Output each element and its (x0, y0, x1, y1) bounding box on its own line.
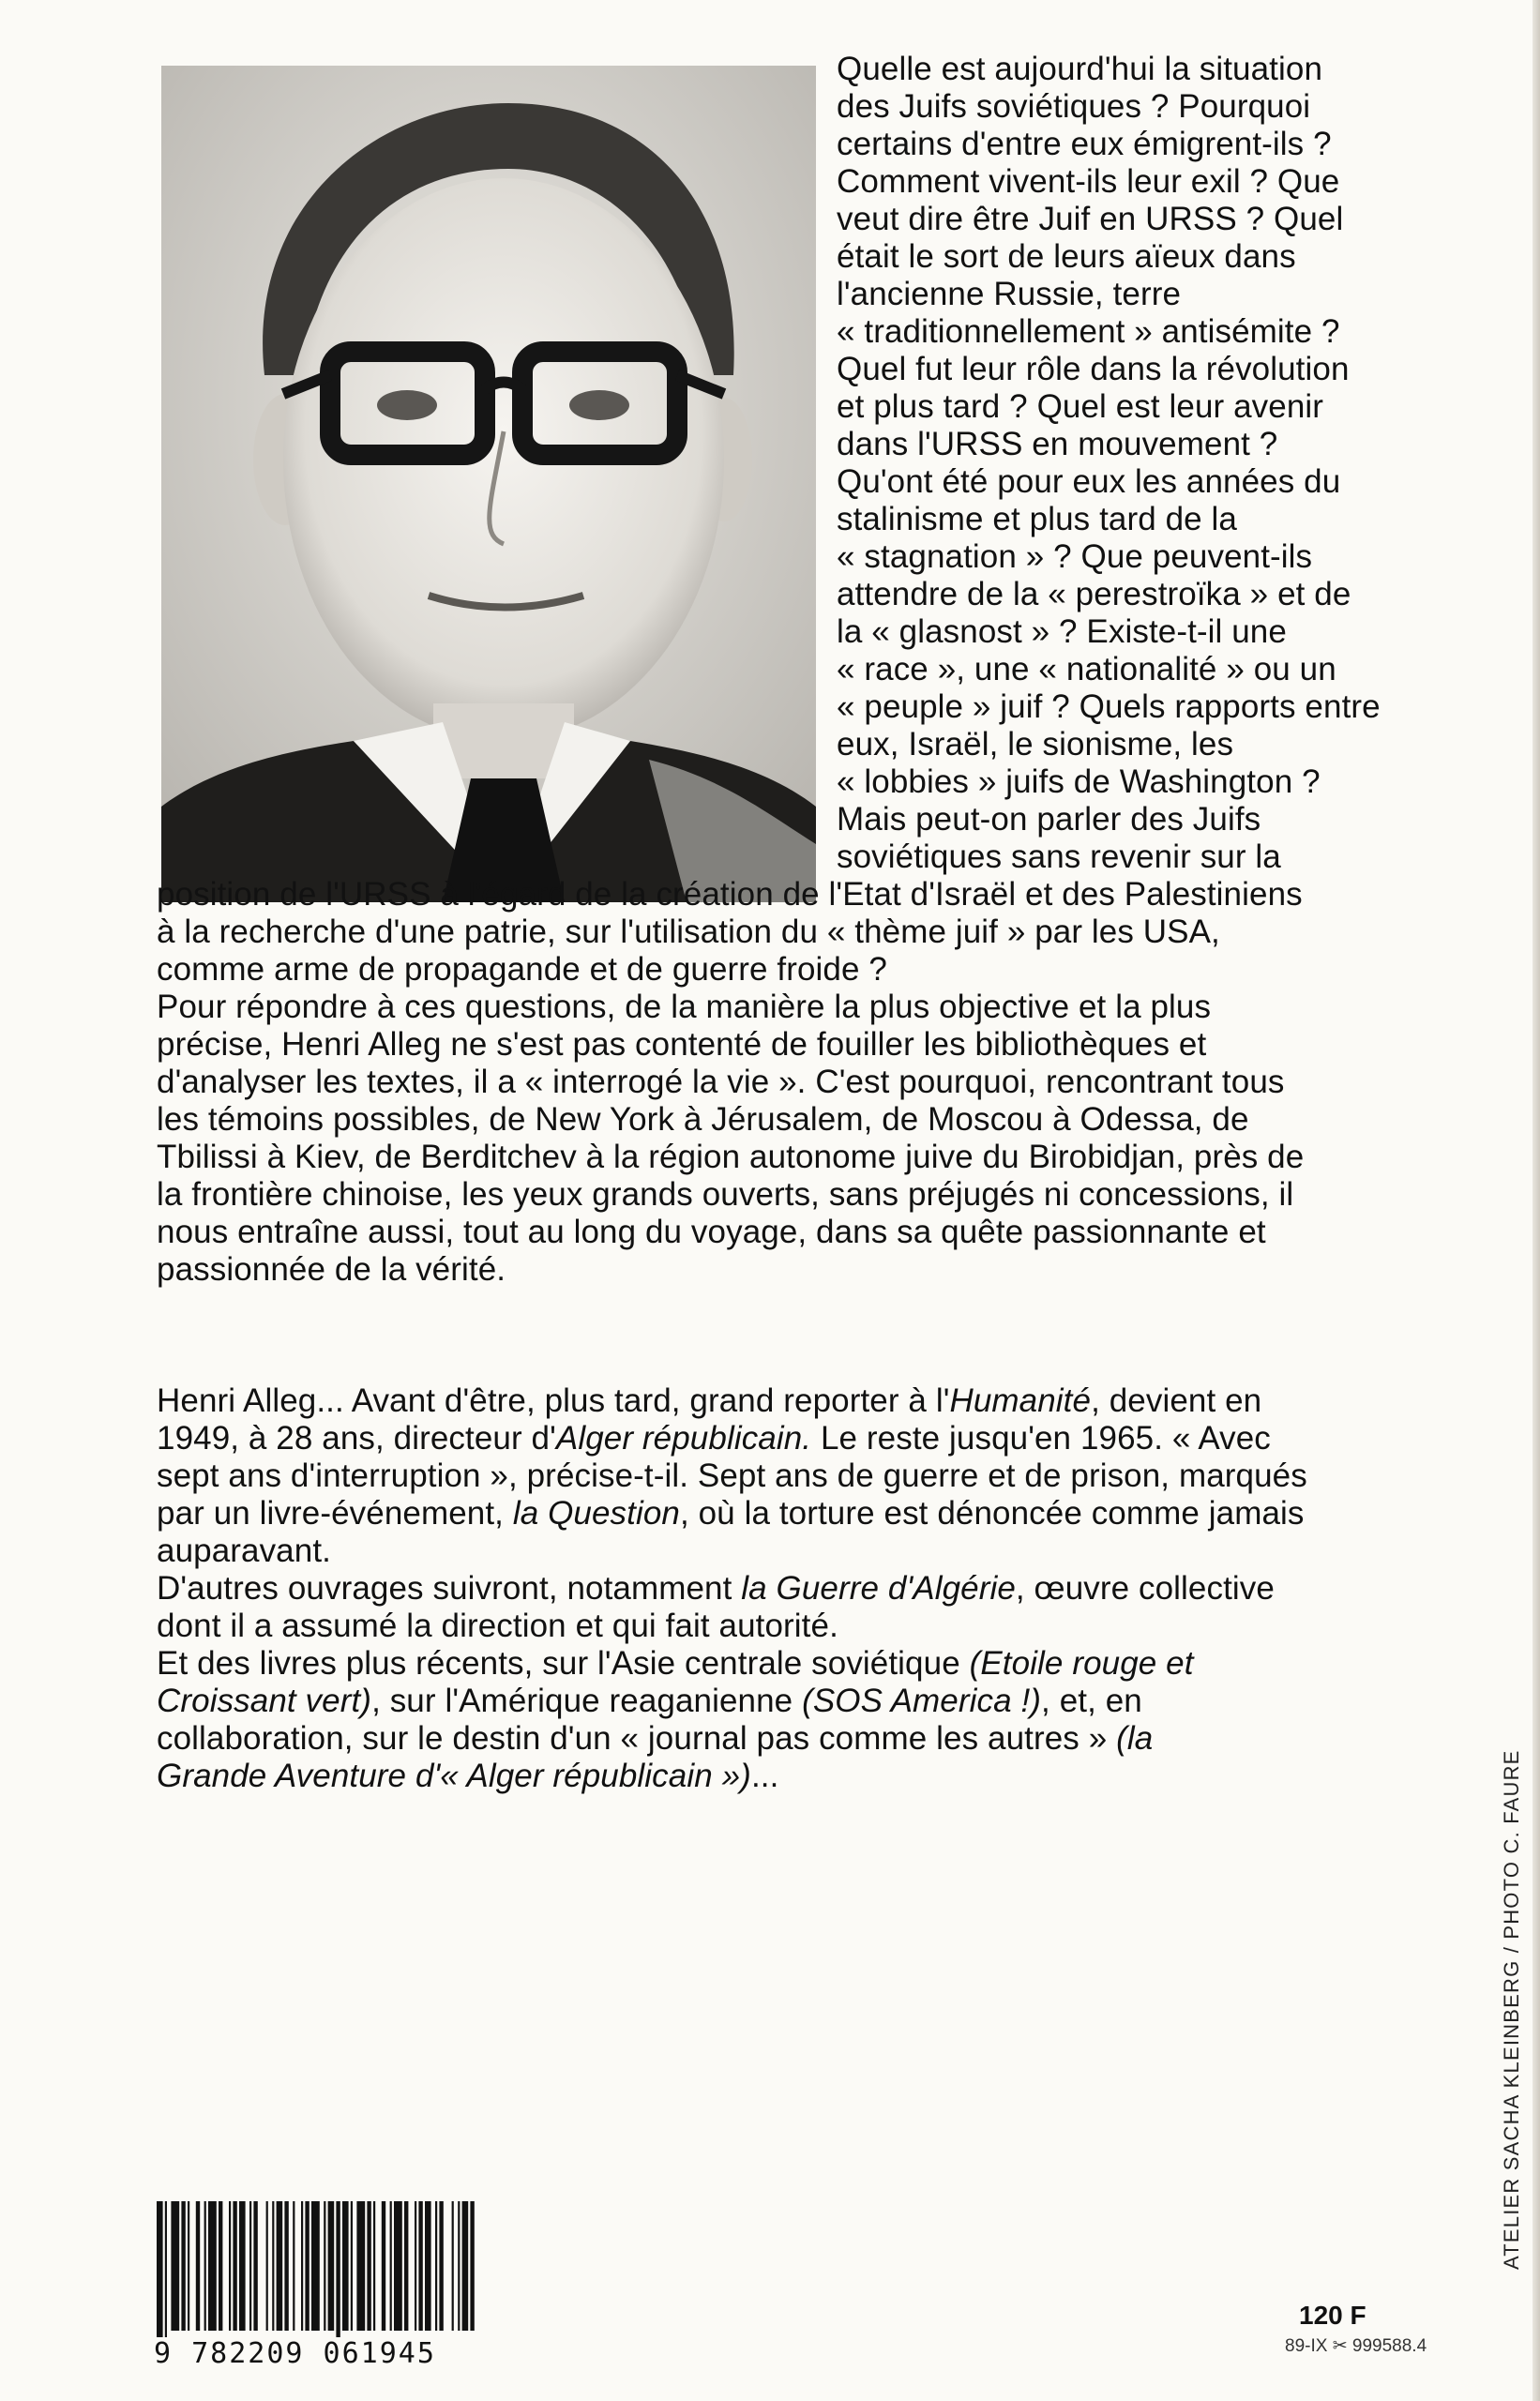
barcode-bar (367, 2201, 370, 2331)
text-line: « peuple » juif ? Quels rapports entre (837, 688, 1381, 725)
barcode-bar (208, 2201, 217, 2331)
text-line: « race », une « nationalité » ou un (837, 651, 1336, 687)
text-run: D'autres ouvrages suivront, notamment (157, 1570, 742, 1607)
bio-line (157, 1608, 1432, 1645)
text-line: l'ancienne Russie, terre (837, 276, 1182, 312)
text-run: , devient en (1091, 1382, 1262, 1419)
text-run: ... (750, 1758, 779, 1794)
bio-line (157, 1382, 1432, 1420)
barcode-bar (233, 2201, 236, 2331)
author-portrait (161, 66, 816, 902)
barcode-bar (324, 2201, 325, 2331)
barcode-bar (301, 2201, 303, 2331)
intro-text-column (837, 51, 1512, 876)
text-run: auparavant. (157, 1533, 331, 1569)
text-run: 1949, à 28 ans, directeur d' (157, 1420, 556, 1457)
text-run: collaboration, sur le destin d'un « journal pas comme les autres » (157, 1720, 1117, 1757)
text-line: Pour répondre à ces questions, de la manière la plus objective et la plus (157, 989, 1212, 1025)
text-line: dans l'URSS en mouvement ? (837, 426, 1278, 462)
text-line: soviétiques sans revenir sur la (837, 838, 1281, 875)
text-line: veut dire être Juif en URSS ? Quel (837, 201, 1344, 237)
text-line: à la recherche d'une patrie, sur l'utilisation du « thème juif » par les USA, (157, 914, 1220, 950)
barcode-bar (171, 2201, 179, 2331)
text-line: la frontière chinoise, les yeux grands ouverts, sans préjugés ni concessions, il (157, 1176, 1294, 1213)
bio-line (157, 1495, 1432, 1533)
text-run: par un livre-événement, (157, 1495, 513, 1532)
price: 120 F (1299, 2301, 1366, 2330)
text-line: « lobbies » juifs de Washington ? (837, 763, 1321, 800)
barcode-bar (336, 2201, 340, 2342)
barcode-bar (188, 2201, 189, 2331)
text-line: attendre de la « perestroïka » et de (837, 576, 1351, 612)
barcode-bar (425, 2201, 431, 2331)
italic-title: la Guerre d'Algérie (741, 1570, 1016, 1607)
text-line: stalinisme et plus tard de la (837, 501, 1238, 537)
barcode-bar (415, 2201, 416, 2331)
text-run: dont il a assumé la direction et qui fait autorité. (157, 1608, 838, 1644)
bio-line (157, 1683, 1432, 1720)
bio-line (157, 1533, 1432, 1570)
barcode-bar (305, 2201, 309, 2331)
bio-line (157, 1645, 1432, 1683)
barcode-bar (439, 2201, 443, 2331)
barcode-bar (181, 2201, 185, 2331)
text-line: Quelle est aujourd'hui la situation (837, 51, 1323, 87)
italic-title: Alger républicain. (555, 1420, 812, 1457)
barcode-bar (342, 2201, 349, 2331)
isbn-number: 9 782209 061945 (154, 2337, 436, 2370)
italic-title: Humanité (949, 1382, 1092, 1419)
bio-line (157, 1420, 1432, 1457)
text-line: nous entraîne aussi, tout au long du voyage, dans sa quête passionnante et (157, 1214, 1266, 1250)
barcode-bar (293, 2201, 294, 2331)
italic-title: Grande Aventure d'« Alger républicain ») (157, 1758, 751, 1794)
text-line: les témoins possibles, de New York à Jérusalem, de Moscou à Odessa, de (157, 1101, 1249, 1138)
barcode-bar (382, 2201, 385, 2331)
text-line: la « glasnost » ? Existe-t-il une (837, 613, 1287, 650)
barcode-bar (351, 2201, 353, 2331)
barcode-bar (311, 2201, 320, 2331)
text-run: Henri Alleg... Avant d'être, plus tard, grand reporter à l' (157, 1382, 950, 1419)
text-line: certains d'entre eux émigrent-ils ? (837, 126, 1332, 162)
text-run: , œuvre collective (1015, 1570, 1275, 1607)
bio-line (157, 1758, 1432, 1795)
barcode-bar (404, 2201, 408, 2331)
barcode-bar (266, 2201, 268, 2331)
italic-title: (Etoile rouge et (969, 1645, 1194, 1682)
barcode-bar (219, 2201, 222, 2331)
text-run: sept ans d'interruption », précise-t-il. Sept ans de guerre et de prison, marqués (157, 1457, 1307, 1494)
bio-line (157, 1457, 1432, 1495)
text-line: passionnée de la vérité. (157, 1251, 506, 1288)
barcode-bar (277, 2201, 283, 2331)
author-bio (157, 1382, 1432, 1795)
text-line: Comment vivent-ils leur exil ? Que (837, 163, 1340, 200)
text-line: « traditionnellement » antisémite ? (837, 313, 1340, 350)
text-line: comme arme de propagande et de guerre froide ? (157, 951, 887, 988)
text-line: Mais peut-on parler des Juifs (837, 801, 1261, 838)
barcode-bar (394, 2201, 402, 2331)
barcode-bar (229, 2201, 231, 2331)
text-line: était le sort de leurs aïeux dans (837, 238, 1296, 275)
photo-credit: ATELIER SACHA KLEINBERG / PHOTO C. FAURE (1500, 1749, 1523, 2270)
barcode-bar (196, 2201, 200, 2331)
text-line: eux, Israël, le sionisme, les (837, 726, 1234, 763)
barcode-bar (239, 2201, 246, 2331)
text-run: , et, en (1041, 1683, 1142, 1719)
barcode-bar (462, 2201, 469, 2331)
bio-line (157, 1570, 1432, 1608)
barcode-bar (284, 2201, 288, 2331)
text-line: Tbilissi à Kiev, de Berditchev à la région autonome juive du Birobidjan, près de (157, 1139, 1305, 1175)
text-run: Le reste jusqu'en 1965. « Avec (811, 1420, 1271, 1457)
barcode-bar (435, 2201, 437, 2331)
barcode-bar (165, 2201, 167, 2342)
barcode-bar (272, 2201, 274, 2331)
bio-line (157, 1720, 1432, 1758)
italic-title: (la (1116, 1720, 1154, 1757)
italic-title: Croissant vert) (157, 1683, 372, 1719)
text-run: , où la torture est dénoncée comme jamais (679, 1495, 1305, 1532)
barcode-bar (253, 2201, 257, 2331)
text-run: , sur l'Amérique reaganienne (371, 1683, 803, 1719)
barcode-bar (356, 2201, 365, 2331)
italic-title: la Question (512, 1495, 680, 1532)
text-line: Qu'ont été pour eux les années du (837, 463, 1341, 500)
main-paragraph (157, 876, 1432, 1289)
text-line: des Juifs soviétiques ? Pourquoi (837, 88, 1311, 125)
barcode-bar (458, 2201, 460, 2331)
text-line: position de l'URSS à l'égard de la création de l'Etat d'Israël et des Palestiniens (157, 876, 1303, 913)
barcode-bar (373, 2201, 375, 2331)
barcode-bar (328, 2201, 335, 2331)
barcode-bar (418, 2201, 422, 2331)
text-line: Quel fut leur rôle dans la révolution (837, 351, 1350, 387)
text-line: d'analyser les textes, il a « interrogé la vie ». C'est pourquoi, rencontrant tous (157, 1064, 1285, 1100)
italic-title: (SOS America !) (802, 1683, 1042, 1719)
barcode-bar (470, 2201, 474, 2331)
barcode-bar (204, 2201, 206, 2331)
text-line: et plus tard ? Quel est leur avenir (837, 388, 1324, 425)
barcode-bar (452, 2201, 454, 2331)
barcode-bar (390, 2201, 392, 2331)
catalog-code: 89-IX ✂ 999588.4 (1285, 2336, 1427, 2356)
barcode-bar (157, 2201, 163, 2342)
text-line: précise, Henri Alleg ne s'est pas contenté de fouiller les bibliothèques et (157, 1026, 1207, 1063)
cover-edge (1532, 0, 1540, 2401)
text-run: Et des livres plus récents, sur l'Asie centrale soviétique (157, 1645, 970, 1682)
text-line: « stagnation » ? Que peuvent-ils (837, 538, 1313, 575)
barcode-bar (249, 2201, 251, 2331)
